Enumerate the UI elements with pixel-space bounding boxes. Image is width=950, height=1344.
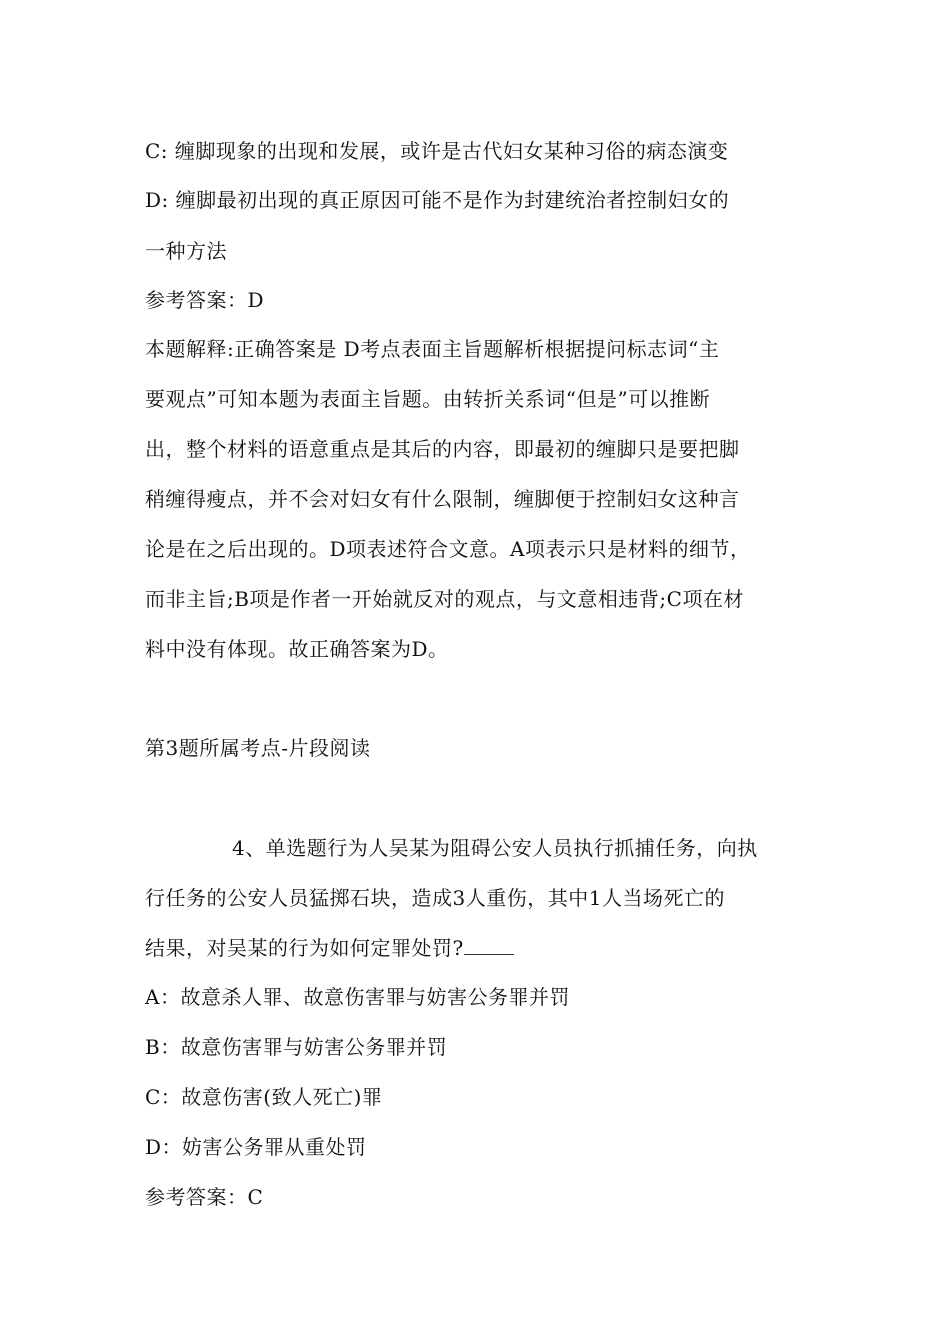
- q3-explanation-line: 要观点”可知本题为表面主旨题。由转折关系词“但是”可以推断: [145, 387, 711, 411]
- q4-option-a: A：故意杀人罪、故意伤害罪与妨害公务罪并罚: [145, 985, 570, 1009]
- q4-stem-line-last: [145, 935, 810, 961]
- q3-explanation-line: 而非主旨;B项是作者一开始就反对的观点，与文意相违背;C项在材: [145, 587, 744, 611]
- q3-option-c: C: 缠脚现象的出现和发展，或许是古代妇女某种习俗的病态演变: [145, 139, 729, 163]
- answer-blank: [464, 936, 514, 955]
- q4-answer: 参考答案：C: [145, 1185, 264, 1209]
- q3-explanation-line: 论是在之后出现的。D项表述符合文意。A项表示只是材料的细节，: [145, 537, 751, 561]
- q3-explanation-line: 稍缠得瘦点，并不会对妇女有什么限制，缠脚便于控制妇女这种言: [145, 487, 740, 511]
- q3-explanation-line: 本题解释:正确答案是 D考点表面主旨题解析根据提问标志词“主: [145, 337, 720, 361]
- q4-option-d: D：妨害公务罪从重处罚: [145, 1135, 367, 1159]
- q3-explanation-line: 出，整个材料的语意重点是其后的内容，即最初的缠脚只是要把脚: [145, 437, 740, 461]
- q3-option-d-line2: 一种方法: [145, 239, 227, 263]
- q3-topic: 第3题所属考点-片段阅读: [145, 736, 371, 760]
- q4-option-c: C：故意伤害(致人死亡)罪: [145, 1085, 383, 1109]
- q4-option-b: B：故意伤害罪与妨害公务罪并罚: [145, 1035, 448, 1059]
- q3-answer: 参考答案：D: [145, 288, 265, 312]
- q4-stem-line: 4、单选题行为人吴某为阻碍公安人员执行抓捕任务，向执: [232, 836, 758, 860]
- q3-explanation-line: 料中没有体现。故正确答案为D。: [145, 637, 449, 661]
- q4-stem-text: 结果，对吴某的行为如何定罪处罚?: [145, 936, 464, 960]
- q4-stem-line: 行任务的公安人员猛掷石块，造成3人重伤，其中1人当场死亡的: [145, 886, 725, 910]
- q3-option-d-line1: D: 缠脚最初出现的真正原因可能不是作为封建统治者控制妇女的: [145, 188, 730, 212]
